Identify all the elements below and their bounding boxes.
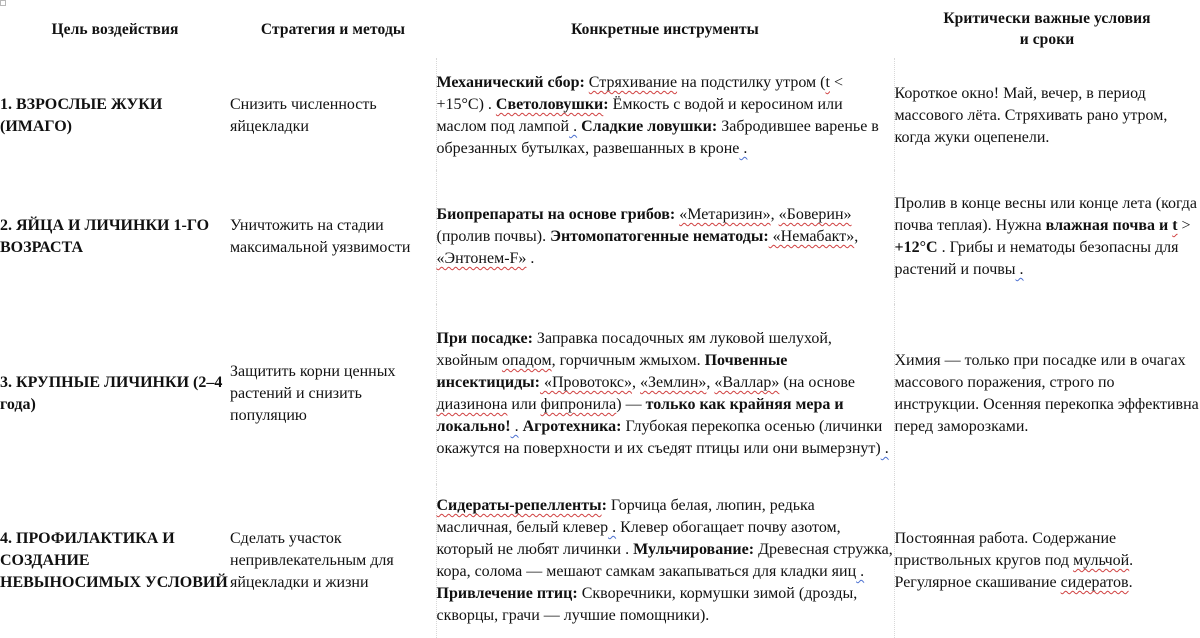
text: , [706,374,715,391]
tools-cell [436,58,894,170]
spell-word: «Метаризин» [679,206,771,223]
text: > [1177,217,1191,234]
label-insecticides: Почвенные инсектициды: [436,352,788,391]
text: Пролив в конце весны или конце лета (когда почва теплая). Нужна [894,195,1198,234]
goal-cell: 2. ЯЙЦА И ЛИЧИНКИ 1-ГО ВОЗРАСТА [0,217,210,256]
text: на подстилку утром ( [677,74,826,91]
grammar-mark: . [510,418,519,435]
goal-text: 3. КРУПНЫЕ ЛИЧИНКИ [0,374,190,391]
spell-word: «Энтонем-F» [436,250,527,267]
text: . [1128,574,1133,591]
warning-text: только как крайняя мера и локально! [436,396,844,435]
label-attract-birds: Привлечение птиц: [436,585,578,602]
header-conditions [894,0,1200,58]
text: < +15°C) . [436,74,843,113]
goal-cell: 1. ВЗРОСЛЫЕ ЖУКИ (ИМАГО) [0,96,163,135]
text: Древесная стружка, кора, солома — мешают самкам закапываться для кладки яиц [436,541,893,580]
text: или [507,396,541,413]
table-row [0,484,1200,638]
grammar-mark: . [880,440,889,457]
header-row [0,0,1200,58]
grammar-mark: . [739,140,748,157]
strategy-cell: Защитить корни ценных растений и снизить популяцию [230,363,396,424]
table-row [0,304,1200,484]
grammar-mark: . [608,519,617,536]
text: (на основе [779,374,855,391]
spell-word: «Провотокс» [539,374,633,391]
text: Горчица белая, люпин, редька масличная, белый клевер [436,497,815,536]
grammar-mark: . [1015,261,1024,278]
strategy-cell: Снизить численность яйцекладки [230,96,377,135]
bold-text: влажная почва и [1045,217,1173,234]
header-goal: Цель воздействия [51,20,179,38]
text: , горчичным жмыхом. [551,352,705,369]
grammar-mark: . [569,118,578,135]
table-row [0,170,1200,304]
label-green-manure: Сидераты-репелленты [436,497,602,514]
spell-word: мульчой [1073,552,1130,569]
text: , [632,374,641,391]
spell-word: фипронила [540,396,617,413]
text: Заправка посадочных ям луковой шелухой, хвойным [436,330,832,369]
text: . Регулярное скашивание [894,552,1134,591]
table-row [0,58,1200,170]
tools-cell [436,304,894,484]
tools-cell [436,484,894,638]
text: Забродившее варенье в обрезанных бутылках, развешанных в кроне [436,118,879,157]
spell-word: диазинона [436,396,508,413]
label-mechanical: Механический сбор: [436,74,585,91]
goal-cell: 4. ПРОФИЛАКТИКА И СОЗДАНИЕ НЕВЫНОСИМЫХ УСЛОВИЙ [0,530,228,591]
tools-cell [436,170,894,304]
goal-suffix: (2–4 года) [0,374,223,413]
header-strategy: Стратегия и методы [260,20,406,38]
label-agrotechnics: Агротехника: [518,418,622,435]
header-conditions-line2: и сроки [1019,31,1075,48]
text: Ёмкость с водой и керосином или маслом под лампой [436,96,843,135]
strategy-cell: Уничтожить на стадии максимальной уязвимости [230,217,411,256]
spell-word: опадом [501,352,552,369]
spell-word: Стряхивание [588,74,678,91]
text: , [770,206,779,223]
text: Скворечники, кормушки зимой (дрозды, скворцы, грачи — лучшие помощники). [436,585,858,624]
label-nematodes: Энтомопатогенные нематоды: [550,228,769,245]
text: , [854,228,859,245]
label-mulching: Мульчирование: [633,541,755,558]
goal-cell [0,304,230,484]
spell-word: «Немабакт» [768,228,855,245]
label-planting: При посадке: [436,330,533,347]
conditions-cell [894,484,1200,638]
conditions-cell: Химия — только при посадке или в очагах массового поражения, строго по инструкции. Осенняя перекопка эффективна перед заморозками. [894,352,1199,435]
spell-word: сидератов [1060,574,1129,591]
text: . Грибы и нематоды безопасны для растений и почвы [894,239,1179,278]
label-light-traps: Светоловушки [495,96,604,113]
bold-text: +12°C [894,239,938,256]
spell-word: «Боверин» [778,206,852,223]
conditions-cell [894,170,1200,304]
spell-word: «Валлар» [714,374,780,391]
text: (пролив почвы). [436,228,551,245]
spell-word: «Землин» [640,374,707,391]
text: Постоянная работа. Содержание приствольных кругов под [894,530,1117,569]
colon: : [601,497,607,514]
text: Глубокая перекопка осенью (личинки окажутся на поверхности и их съедят птицы или они вымерзнут) [436,418,883,457]
spell-word: t [1172,217,1178,234]
spell-word: t [825,74,830,91]
strategy-cell: Сделать участок непривлекательным для яйцекладки и жизни [230,530,394,591]
label-sweet-traps: Сладкие ловушки: [577,118,718,135]
header-tools: Конкретные инструменты [571,20,759,38]
text: ) — [616,396,646,413]
label-biopreparations: Биопрепараты на основе грибов: [436,206,676,223]
text: Клевер обогащает почву азотом, который не любят личинки . [436,519,841,558]
text: . [526,250,535,267]
header-conditions-line1: Критически важные условия [943,10,1151,27]
grammar-mark: . [856,563,865,580]
conditions-cell: Короткое окно! Май, вечер, в период массового лёта. Стряхивать рано утром, когда жуки оцепенели. [894,85,1168,146]
colon: : [603,96,609,113]
